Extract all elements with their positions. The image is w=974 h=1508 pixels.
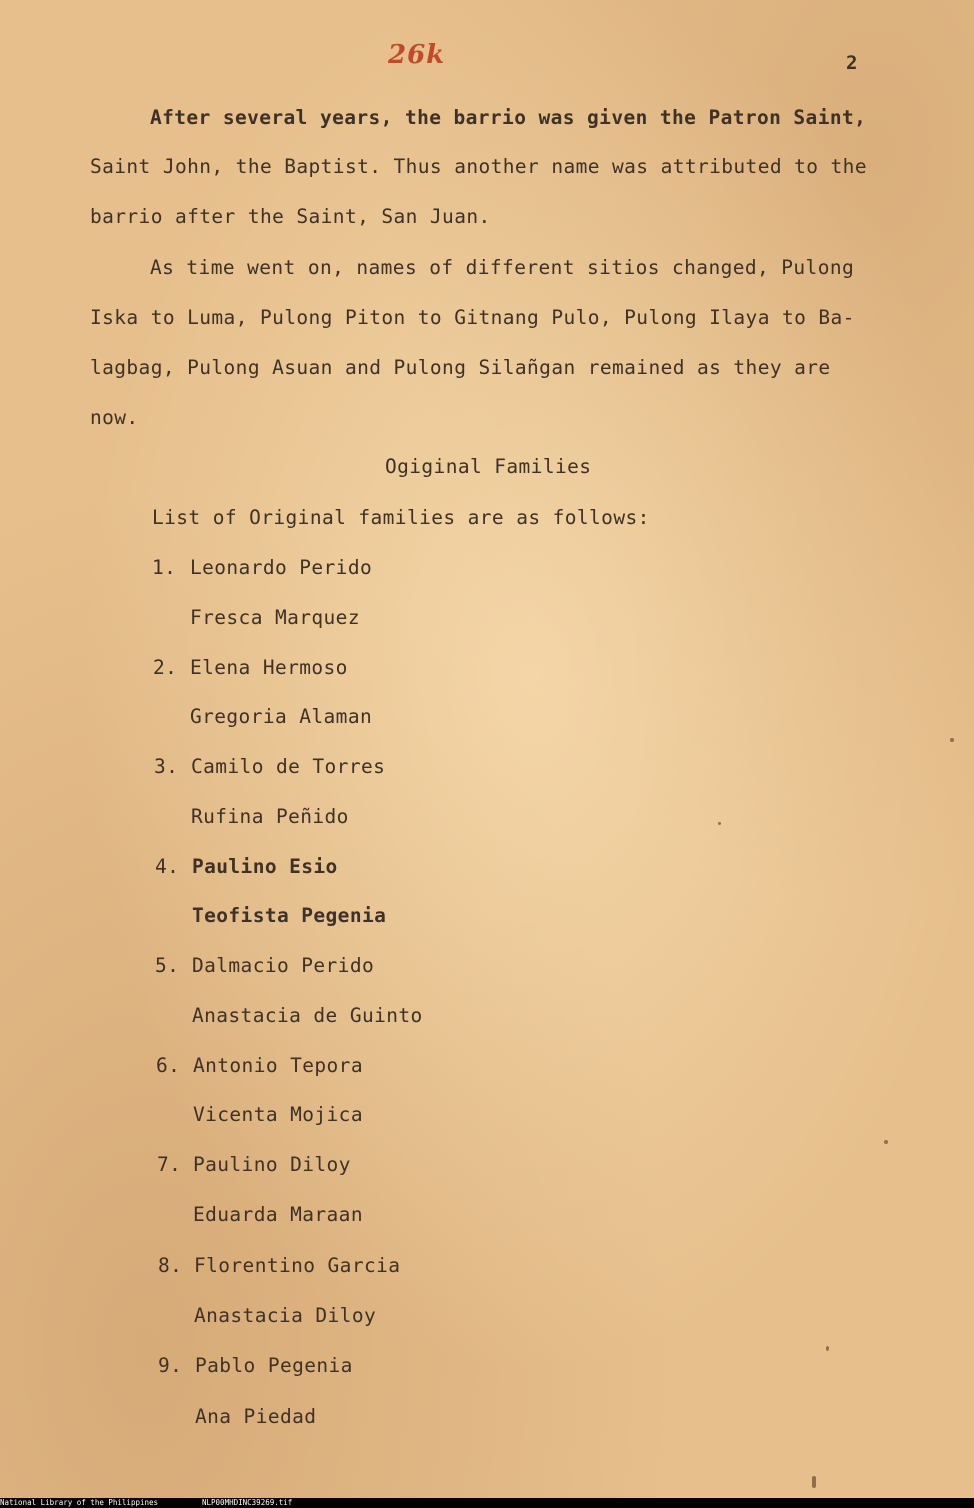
- paragraph-1-line-1: After several years, the barrio was given the Patron Saint,: [150, 106, 867, 129]
- family-wife: Ana Piedad: [195, 1405, 317, 1428]
- family-husband: Elena Hermoso: [190, 656, 348, 679]
- family-husband: Dalmacio Perido: [192, 954, 375, 977]
- scan-footer: [0, 1498, 974, 1508]
- family-number: 3.: [154, 755, 179, 778]
- paragraph-2-line-4: now.: [90, 406, 139, 429]
- paper-speck: [812, 1476, 816, 1488]
- handwritten-page-note: 26k: [388, 40, 446, 70]
- paper-speck: [950, 738, 954, 742]
- paper-speck: [826, 1346, 829, 1351]
- paragraph-2-line-2: Iska to Luma, Pulong Piton to Gitnang Pulo, Pulong Ilaya to Ba-: [90, 306, 855, 329]
- family-wife: Fresca Marquez: [190, 606, 360, 629]
- family-number: 4.: [155, 855, 180, 878]
- paragraph-1-line-3: barrio after the Saint, San Juan.: [90, 205, 491, 228]
- family-wife: Gregoria Alaman: [190, 705, 373, 728]
- footer-institution: National Library of the Philippines: [0, 1498, 159, 1507]
- family-wife: Anastacia Diloy: [194, 1304, 377, 1327]
- family-husband: Leonardo Perido: [190, 556, 373, 579]
- paragraph-2-line-3: lagbag, Pulong Asuan and Pulong Silañgan remained as they are: [90, 356, 831, 379]
- family-wife: Anastacia de Guinto: [192, 1004, 423, 1027]
- paragraph-2-line-1: As time went on, names of different sitios changed, Pulong: [150, 256, 855, 279]
- section-heading: Ogiginal Families: [385, 455, 592, 478]
- family-husband: Paulino Esio: [192, 855, 338, 878]
- paper-speck: [884, 1140, 888, 1144]
- family-number: 7.: [157, 1153, 182, 1176]
- family-wife: Rufina Peñido: [191, 805, 349, 828]
- family-husband: Antonio Tepora: [193, 1054, 363, 1077]
- family-number: 5.: [155, 954, 180, 977]
- footer-file-id: NLP00MHDINC39269.tif: [202, 1498, 293, 1507]
- family-husband: Camilo de Torres: [191, 755, 386, 778]
- family-number: 6.: [156, 1054, 181, 1077]
- family-number: 2.: [153, 656, 178, 679]
- family-number: 9.: [158, 1354, 183, 1377]
- paper-speck: [718, 822, 721, 825]
- family-number: 1.: [152, 556, 177, 579]
- family-wife: Teofista Pegenia: [192, 904, 387, 927]
- section-intro: List of Original families are as follows:: [152, 506, 650, 529]
- family-wife: Eduarda Maraan: [193, 1203, 363, 1226]
- family-husband: Pablo Pegenia: [195, 1354, 353, 1377]
- paragraph-1-line-2: Saint John, the Baptist. Thus another name was attributed to the: [90, 155, 867, 178]
- family-husband: Paulino Diloy: [193, 1153, 351, 1176]
- family-husband: Florentino Garcia: [194, 1254, 401, 1277]
- family-number: 8.: [158, 1254, 183, 1277]
- page-number: 2: [846, 52, 858, 74]
- family-wife: Vicenta Mojica: [193, 1103, 363, 1126]
